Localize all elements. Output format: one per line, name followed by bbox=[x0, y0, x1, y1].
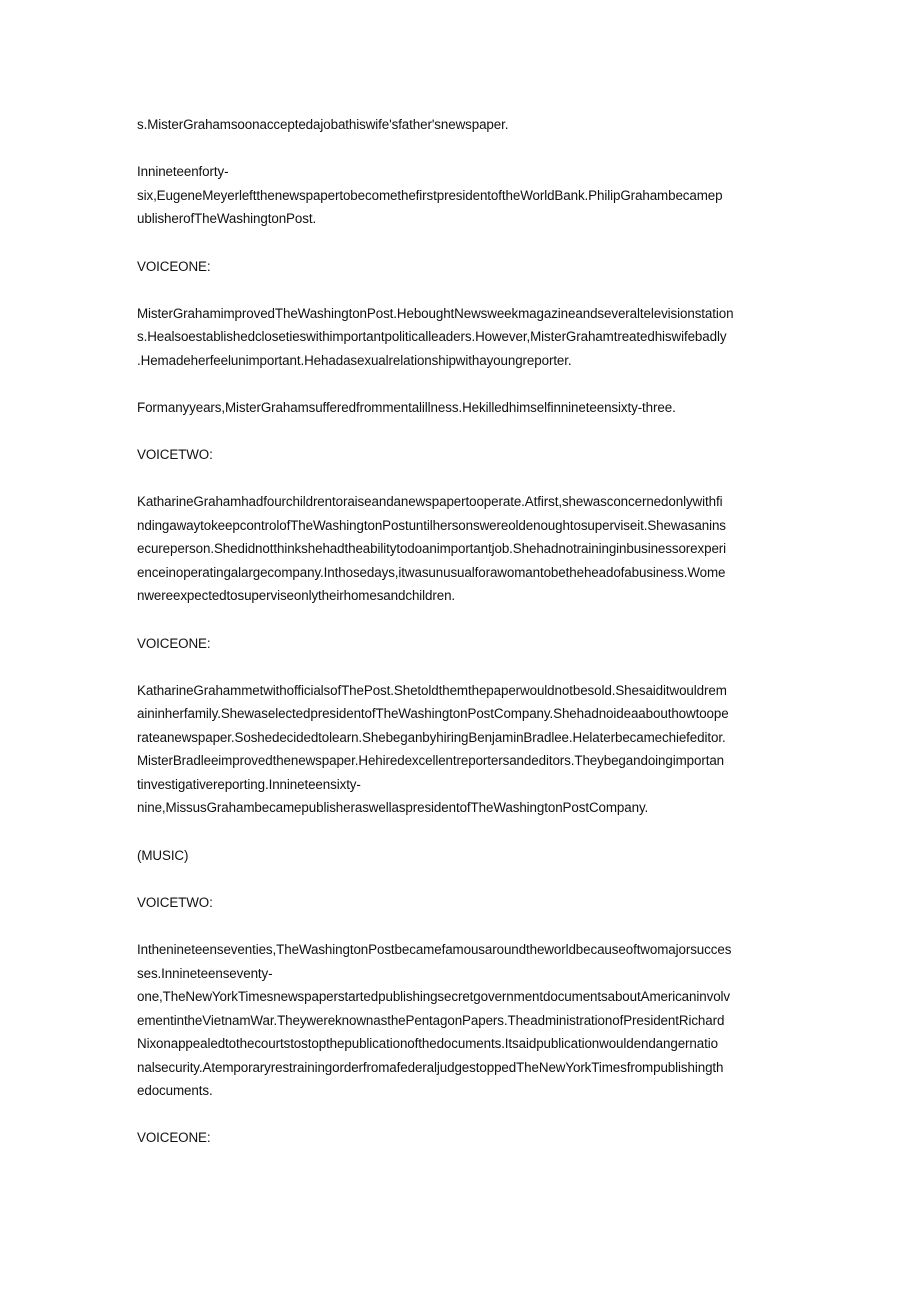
text-line: one,TheNewYorkTimesnewspaperstartedpublishingsecretgovernmentdocumentsaboutAmericaninvolv bbox=[137, 989, 731, 1004]
text-line: nwereexpectedtosuperviseonlytheirhomesandchildren. bbox=[137, 588, 456, 603]
text-line: Nixonappealedtothecourtstostopthepublicationofthedocuments.Itsaidpublicationwouldendangernatio bbox=[137, 1036, 718, 1051]
text-line: ecureperson.Shedidnotthinkshehadtheabilitytodoanimportantjob.Shehadnotraininginbusinessorexperi bbox=[137, 541, 727, 556]
speaker-label: VOICETWO: bbox=[137, 447, 213, 462]
text-line: Formanyyears,MisterGrahamsufferedfrommentalillness.Hekilledhimselfinnineteensixty-three. bbox=[137, 400, 676, 415]
text-line: s.MisterGrahamsoonacceptedajobathiswife'sfather'snewspaper. bbox=[137, 117, 509, 132]
text-line: nalsecurity.AtemporaryrestrainingorderfromafederaljudgestoppedTheNewYorkTimesfrompublishingth bbox=[137, 1060, 724, 1075]
text-line: Innineteenforty- bbox=[137, 164, 229, 179]
text-line: six,EugeneMeyerleftthenewspapertobecomethefirstpresidentoftheWorldBank.PhilipGrahambecamep bbox=[137, 188, 723, 203]
text-line: ementintheVietnamWar.TheywereknownasthePentagonPapers.TheadministrationofPresidentRichard bbox=[137, 1013, 725, 1028]
text-line: MisterGrahamimprovedTheWashingtonPost.HeboughtNewsweekmagazineandseveraltelevisionstation bbox=[137, 306, 734, 321]
speaker-label: VOICEONE: bbox=[137, 259, 211, 274]
text-line: MisterBradleeimprovedthenewspaper.Hehiredexcellentreportersandeditors.Theybegandoingimportan bbox=[137, 753, 725, 768]
text-line: KatharineGrahammetwithofficialsofThePost.Shetoldthemthepaperwouldnotbesold.Shesaiditwouldrem bbox=[137, 683, 727, 698]
text-line: rateanewspaper.Soshedecidedtolearn.ShebeganbyhiringBenjaminBradlee.Helaterbecamechiefeditor. bbox=[137, 730, 726, 745]
text-line: edocuments. bbox=[137, 1083, 213, 1098]
text-line: nine,MissusGrahambecamepublisheraswellaspresidentofTheWashingtonPostCompany. bbox=[137, 800, 649, 815]
speaker-label: VOICETWO: bbox=[137, 895, 213, 910]
text-line: ublisherofTheWashingtonPost. bbox=[137, 211, 317, 226]
text-line: ndingawaytokeepcontrolofTheWashingtonPostuntilhersonswereoldenoughtosuperviseit.Shewasanins bbox=[137, 518, 726, 533]
text-line: s.Healsoestablishedclosetieswithimportantpoliticalleaders.However,MisterGrahamtreatedhiswifebadly bbox=[137, 329, 727, 344]
music-cue: (MUSIC) bbox=[137, 848, 189, 863]
speaker-label: VOICEONE: bbox=[137, 636, 211, 651]
text-line: enceinoperatingalargecompany.Inthosedays,itwasunusualforawomantobetheheadofabusiness.Wome bbox=[137, 565, 726, 580]
text-line: aininherfamily.ShewaselectedpresidentofTheWashingtonPostCompany.Shehadnoideaabouthowtoope bbox=[137, 706, 729, 721]
text-line: ses.Innineteenseventy- bbox=[137, 966, 273, 981]
text-line: tinvestigativereporting.Innineteensixty- bbox=[137, 777, 361, 792]
text-line: Inthenineteenseventies,TheWashingtonPostbecamefamousaroundtheworldbecauseoftwomajorsucces bbox=[137, 942, 732, 957]
text-line: KatharineGrahamhadfourchildrentoraiseandanewspapertooperate.Atfirst,shewasconcernedonlywithfi bbox=[137, 494, 723, 509]
text-line: .Hemadeherfeelunimportant.Hehadasexualrelationshipwithayoungreporter. bbox=[137, 353, 572, 368]
speaker-label: VOICEONE: bbox=[137, 1130, 211, 1145]
